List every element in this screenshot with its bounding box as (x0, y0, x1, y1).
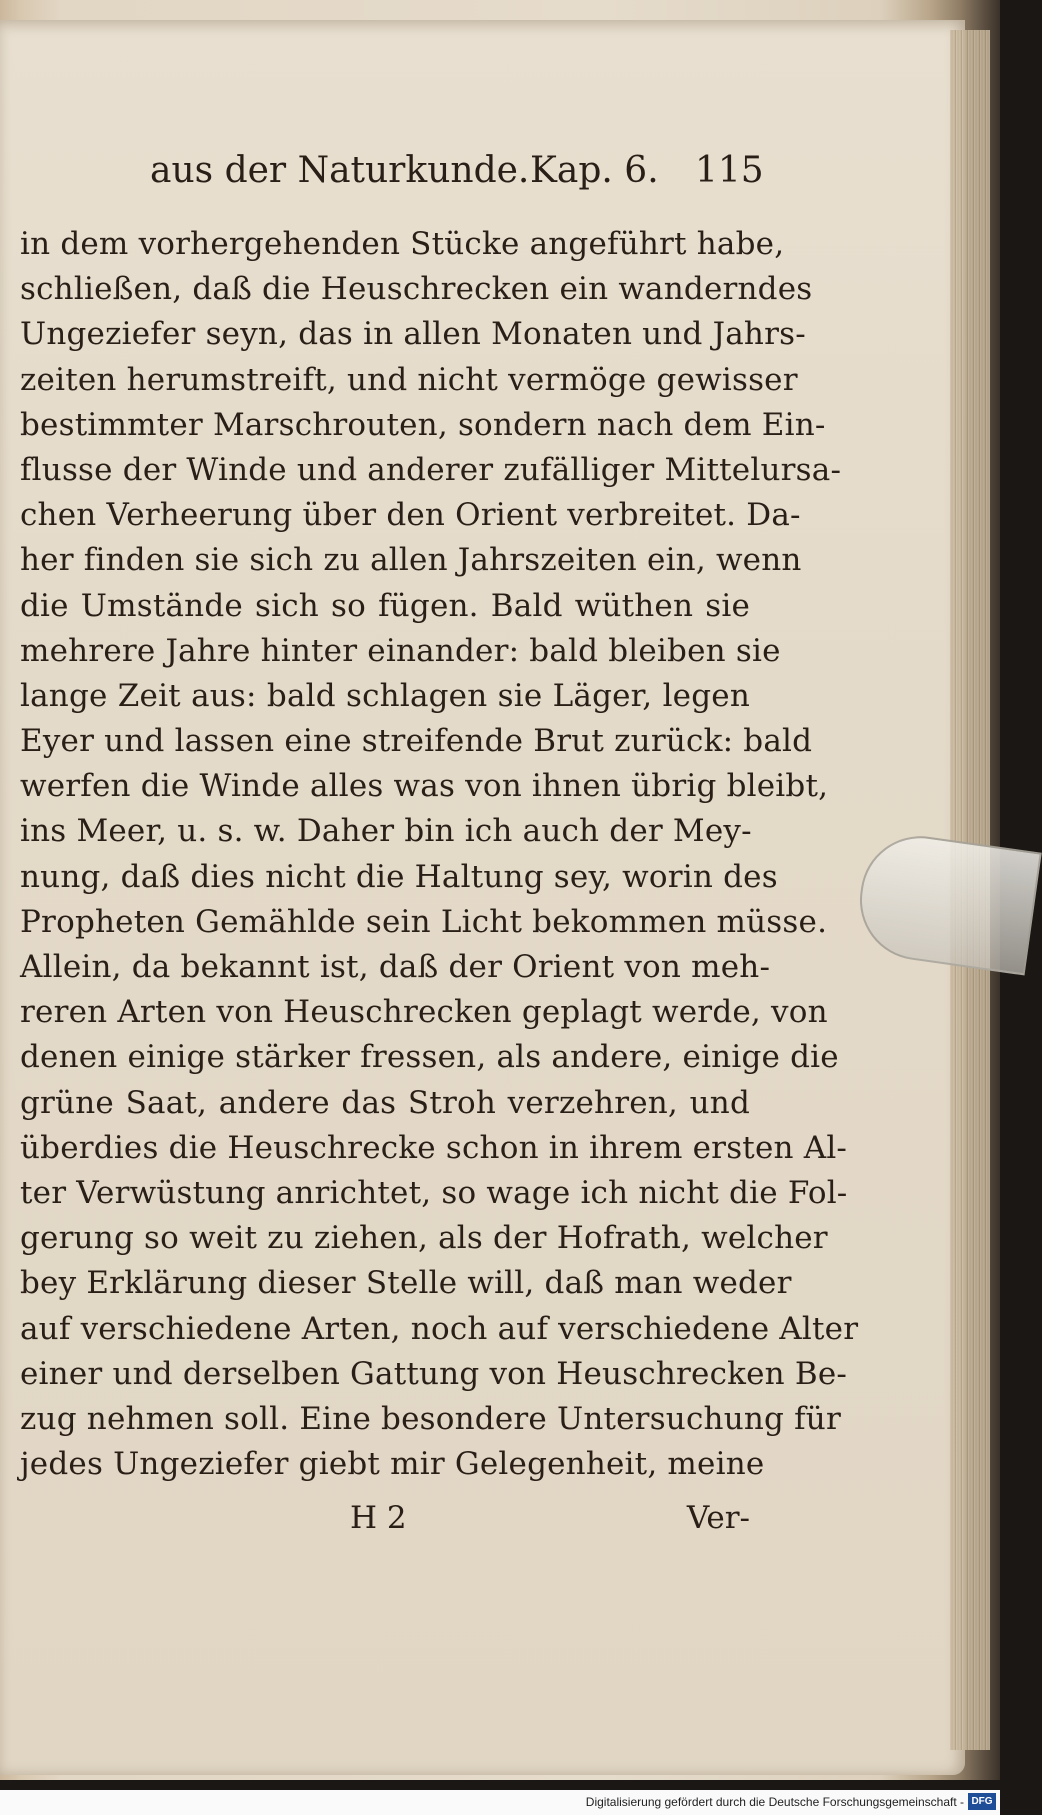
page-number: 115 (695, 150, 764, 191)
text-line: flusse der Winde und anderer zufälliger Mittelursa- (20, 451, 842, 488)
text-line: jedes Ungeziefer giebt mir Gelegenheit, meine (20, 1446, 765, 1483)
text-line: auf verschiedene Arten, noch auf verschiedene Alter (20, 1310, 859, 1347)
text-line: lange Zeit aus: bald schlagen sie Läger, legen (20, 677, 750, 714)
text-line: denen einige stärker fressen, als andere, einige die (20, 1039, 839, 1076)
text-line: zeiten herumstreift, und nicht vermöge gewisser (20, 361, 798, 398)
text-line: nung, daß dies nicht die Haltung sey, worin des (20, 858, 778, 895)
text-line: die Umstände sich so fügen. Bald wüthen sie (20, 587, 750, 624)
text-line: bey Erklärung dieser Stelle will, daß man weder (20, 1265, 792, 1302)
text-line: schließen, daß die Heuschrecken ein wanderndes (20, 271, 813, 308)
text-line: chen Verheerung über den Orient verbreitet. Da- (20, 497, 801, 534)
credit-text: Digitalisierung gefördert durch die Deutsche Forschungsgemeinschaft - (585, 1795, 964, 1809)
page-footer (20, 1500, 750, 1550)
text-line: Eyer und lassen eine streifende Brut zurück: bald (20, 723, 813, 760)
credit-bar (0, 1790, 1000, 1815)
text-line: zug nehmen soll. Eine besondere Untersuchung für (20, 1400, 841, 1437)
text-line: bestimmter Marschrouten, sondern nach dem Ein- (20, 406, 826, 443)
body-text (20, 222, 859, 1487)
running-head (150, 150, 764, 202)
text-line: Allein, da bekannt ist, daß der Orient von meh- (20, 949, 771, 985)
text-line: überdies die Heuschrecke schon in ihrem ersten Al- (20, 1129, 848, 1166)
text-line: einer und derselben Gattung von Heuschrecken Be- (20, 1355, 848, 1392)
dfg-logo: DFG (968, 1793, 996, 1810)
text-line: mehrere Jahre hinter einander: bald bleiben sie (20, 632, 781, 669)
signature-mark: H 2 (350, 1500, 407, 1536)
running-head-title: aus der Naturkunde. (150, 150, 530, 191)
text-line: Ungeziefer seyn, das in allen Monaten und Jahrs- (20, 316, 806, 353)
text-line: ter Verwüstung anrichtet, so wage ich nicht die Fol- (20, 1174, 848, 1211)
text-line: reren Arten von Heuschrecken geplagt werde, von (20, 994, 828, 1031)
text-line: her finden sie sich zu allen Jahrszeiten ein, wenn (20, 542, 802, 579)
text-line: gerung so weit zu ziehen, als der Hofrath, welcher (20, 1220, 828, 1257)
text-line: werfen die Winde alles was von ihnen übrig bleibt, (20, 768, 829, 805)
text-line: in dem vorhergehenden Stücke angeführt habe, (20, 226, 785, 262)
text-line: Propheten Gemählde sein Licht bekommen müsse. (20, 903, 828, 940)
text-line: ins Meer, u. s. w. Daher bin ich auch der Mey- (20, 813, 752, 850)
catchword: Ver- (686, 1500, 750, 1536)
text-line: grüne Saat, andere das Stroh verzehren, und (20, 1084, 750, 1121)
running-head-chapter: Kap. 6. (530, 150, 659, 191)
